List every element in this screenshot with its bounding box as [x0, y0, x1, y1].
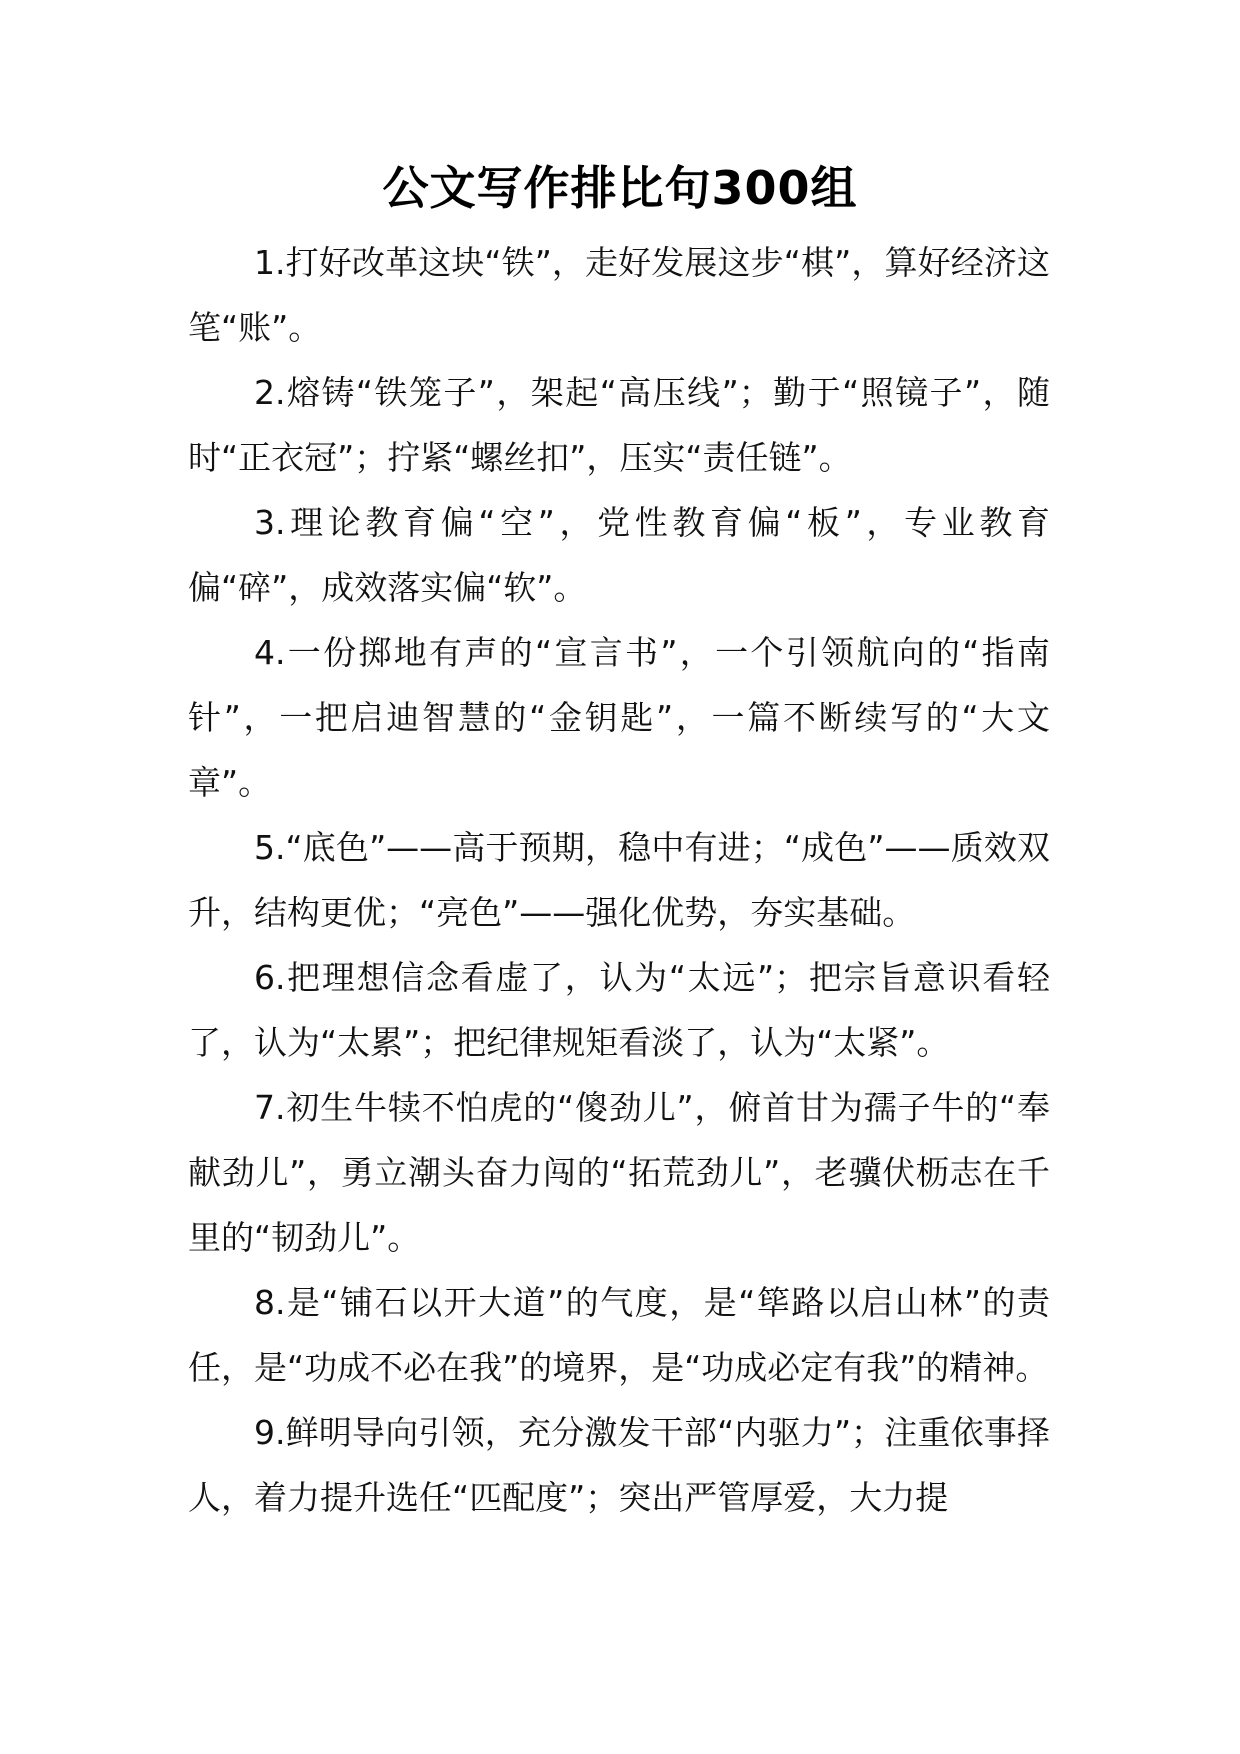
paragraph-5: 5.“底色”——高于预期，稳中有进；“成色”——质效双升，结构更优；“亮色”——强化优势，夯实基础。: [188, 828, 1050, 932]
paragraph-1: 1.打好改革这块“铁”，走好发展这步“棋”，算好经济这笔“账”。: [188, 243, 1050, 347]
paragraph-8: 8.是“铺石以开大道”的气度，是“筚路以启山林”的责任，是“功成不必在我”的境界，是“功成必定有我”的精神。: [188, 1283, 1050, 1387]
paragraph-4: 4.一份掷地有声的“宣言书”，一个引领航向的“指南针”，一把启迪智慧的“金钥匙”，一篇不断续写的“大文章”。: [188, 633, 1050, 802]
paragraph-3: 3.理论教育偏“空”，党性教育偏“板”，专业教育偏“碎”，成效落实偏“软”。: [188, 503, 1050, 607]
paragraph-6: 6.把理想信念看虚了，认为“太远”；把宗旨意识看轻了，认为“太累”；把纪律规矩看淡了，认为“太紧”。: [188, 958, 1050, 1062]
paragraph-7: 7.初生牛犊不怕虎的“傻劲儿”，俯首甘为孺子牛的“奉献劲儿”，勇立潮头奋力闯的“拓荒劲儿”，老骥伏枥志在千里的“韧劲儿”。: [188, 1088, 1050, 1257]
paragraph-2: 2.熔铸“铁笼子”，架起“高压线”；勤于“照镜子”，随时“正衣冠”；拧紧“螺丝扣”，压实“责任链”。: [188, 373, 1050, 477]
paragraph-9: 9.鲜明导向引领，充分激发干部“内驱力”；注重依事择人，着力提升选任“匹配度”；突出严管厚爱，大力提: [188, 1413, 1050, 1517]
document-body: [188, 230, 1050, 1530]
document-title: 公文写作排比句300组: [382, 161, 858, 215]
